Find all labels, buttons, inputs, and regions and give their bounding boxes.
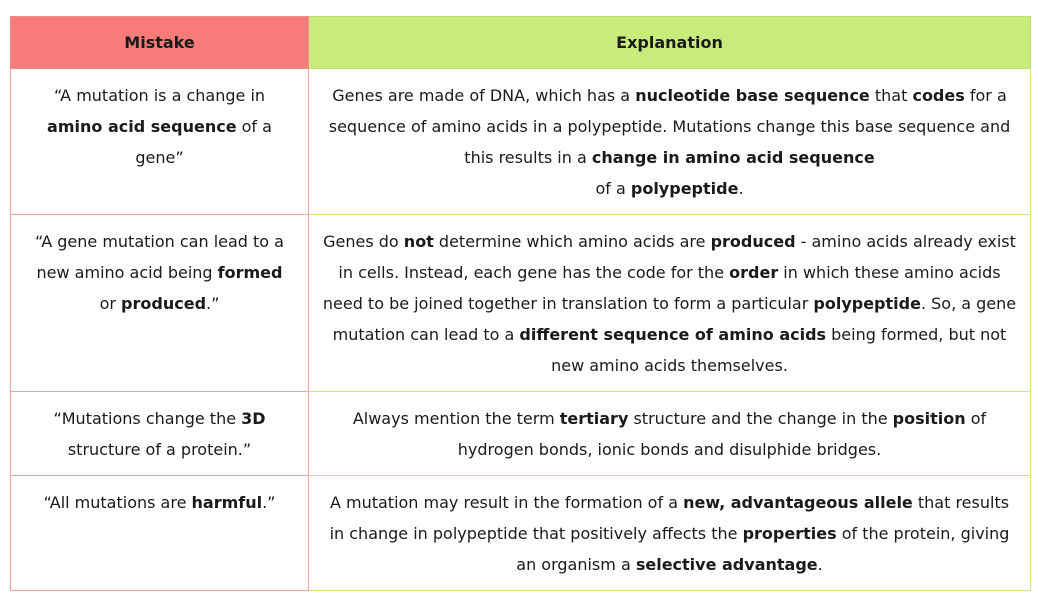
mistake-cell — [11, 215, 309, 392]
mistake-cell — [11, 392, 309, 476]
table-row — [11, 476, 1031, 591]
mistake-cell — [11, 69, 309, 215]
text-segment: “Mutations change the — [53, 409, 242, 428]
table-row — [11, 69, 1031, 215]
header-explanation: Explanation — [309, 17, 1031, 69]
bold-term: nucleotide base sequence — [635, 86, 870, 105]
table-row — [11, 215, 1031, 392]
table-header-row — [11, 17, 1031, 69]
text-segment: of the protein, giving an organism a — [516, 524, 1010, 574]
bold-term: properties — [742, 524, 837, 543]
bold-term: change in amino acid sequence — [591, 148, 875, 167]
mistakes-table — [10, 16, 1031, 591]
bold-term: polypeptide — [813, 294, 921, 313]
text-segment: . — [738, 179, 744, 198]
text-segment: of a gene” — [135, 117, 272, 167]
text-segment: structure of a protein.” — [67, 440, 252, 459]
table-row — [11, 392, 1031, 476]
text-segment: structure and the change in the — [628, 409, 893, 428]
bold-term: not — [403, 232, 434, 251]
text-segment: .” — [206, 294, 220, 313]
bold-term: codes — [912, 86, 965, 105]
text-segment: for a sequence of amino acids in a polypeptide. Mutations change this base sequence and this results in a — [328, 86, 1011, 167]
text-segment: determine which amino acids are — [433, 232, 711, 251]
bold-term: order — [729, 263, 779, 282]
bold-term: polypeptide — [630, 179, 739, 198]
bold-term: position — [892, 409, 966, 428]
bold-term: formed — [217, 263, 283, 282]
bold-term: amino acid sequence — [47, 117, 237, 136]
text-segment: Genes are made of DNA, which has a — [332, 86, 636, 105]
text-segment: .” — [262, 493, 276, 512]
text-segment: “A gene mutation can lead to a new amino acid being — [35, 232, 284, 282]
bold-term: harmful — [191, 493, 263, 512]
text-segment: of a — [595, 179, 631, 198]
text-segment: that results in change in polypeptide that positively affects the — [329, 493, 1010, 543]
text-segment: of hydrogen bonds, ionic bonds and disulphide bridges. — [457, 409, 987, 459]
text-segment: or — [99, 294, 122, 313]
mistakes-table-container — [10, 16, 1030, 591]
text-segment: Genes do — [323, 232, 404, 251]
text-segment: Always mention the term — [352, 409, 560, 428]
explanation-cell — [309, 476, 1031, 591]
bold-term: produced — [121, 294, 207, 313]
bold-term: 3D — [241, 409, 266, 428]
explanation-cell — [309, 392, 1031, 476]
bold-term: selective advantage — [635, 555, 818, 574]
text-segment: that — [869, 86, 913, 105]
text-segment: . So, a gene mutation can lead to a — [332, 294, 1017, 344]
text-segment: . — [817, 555, 823, 574]
bold-term: tertiary — [559, 409, 629, 428]
explanation-cell — [309, 215, 1031, 392]
bold-term: produced — [710, 232, 796, 251]
text-segment: being formed, but not new amino acids themselves. — [551, 325, 1007, 375]
explanation-cell — [309, 69, 1031, 215]
text-segment: in which these amino acids need to be joined together in translation to form a particular — [322, 263, 1001, 313]
mistake-cell — [11, 476, 309, 591]
text-segment: - amino acids already exist in cells. Instead, each gene has the code for the — [338, 232, 1016, 282]
bold-term: new, advantageous allele — [683, 493, 913, 512]
text-segment: “A mutation is a change in — [53, 86, 266, 105]
text-segment: A mutation may result in the formation of a — [329, 493, 684, 512]
text-segment: “All mutations are — [43, 493, 192, 512]
bold-term: different sequence of amino acids — [519, 325, 827, 344]
header-mistake: Mistake — [11, 17, 309, 69]
